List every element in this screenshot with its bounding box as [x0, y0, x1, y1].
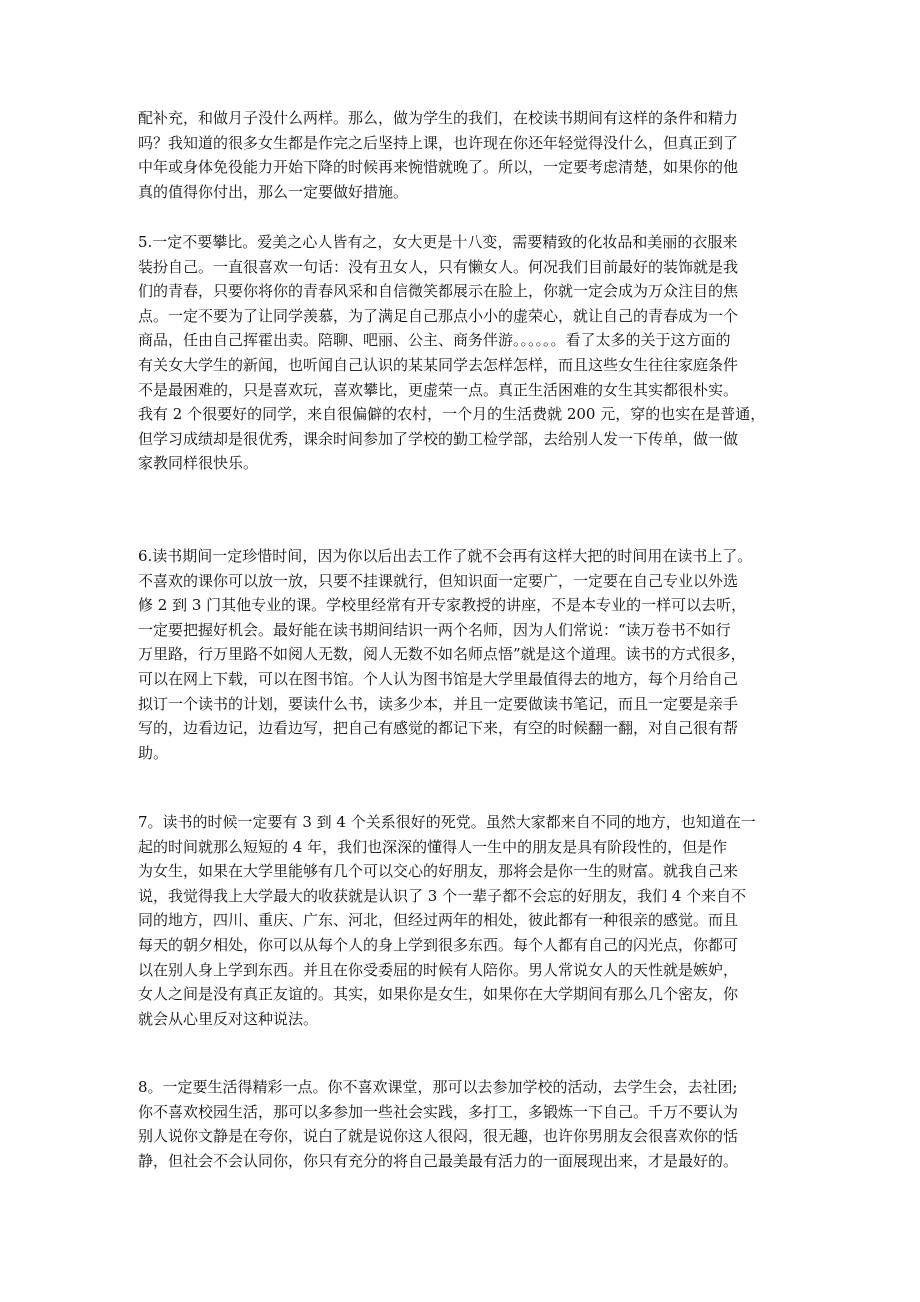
- text-line: 真的值得你付出，那么一定要做好措施。: [138, 182, 409, 201]
- text-line: 就会从心里反对这种说法。: [138, 1009, 319, 1028]
- text-line: 别人说你文静是在夸你，说白了就是说你这人很闷，很无趣，也许你男朋友会很喜欢你的恬: [138, 1127, 739, 1146]
- text-line: 万里路，行万里路不如阅人无数，阅人无数不如名师点悟”就是这个道理。读书的方式很多，: [138, 645, 746, 664]
- paragraph-item-7: [138, 810, 788, 1031]
- text-line: 我有 2 个很要好的同学，来自很偏僻的农村，一个月的生活费就 200 元，穿的也实在是普通，: [138, 405, 766, 424]
- text-line: 女人之间是没有真正友谊的。其实，如果你是女生，如果你在大学期间有那么几个密友，你: [138, 985, 739, 1004]
- text-line: 写的，边看边记，边看边写，把自己有感觉的都记下来，有空的时候翻一翻，对自己很有帮: [138, 719, 739, 738]
- text-line: 商品，任由自己挥霍出卖。陪聊、吧丽、公主、商务伴游。。。。。。看了太多的关于这方面的: [138, 331, 731, 350]
- text-line: 中年或身体免役能力开始下降的时候再来惋惜就晚了。所以，一定要考虑清楚，如果你的他: [138, 158, 739, 177]
- text-line: 吗？我知道的很多女生都是作完之后坚持上课，也许现在你还年轻觉得没什么，但真正到了: [138, 133, 739, 152]
- text-line: 8。一定要生活得精彩一点。你不喜欢课堂，那可以去参加学校的活动，去学生会，去社团;: [138, 1078, 738, 1096]
- text-line: 有关女大学生的新闻，也听闻自己认识的某某同学去怎样怎样，而且这些女生往往家庭条件: [138, 355, 739, 374]
- text-line: 7。读书的时候一定要有 3 到 4 个关系很好的死党。虽然大家都来自不同的地方，也知道在一: [138, 813, 756, 831]
- text-line: 为女生，如果在大学里能够有几个可以交心的好朋友，那将会是你一生的财富。就我自己来: [138, 862, 739, 881]
- paragraph-intro: [138, 106, 788, 204]
- text-line: 一定要把握好机会。最好能在读书期间结识一两个名师，因为人们常说：“读万卷书不如行: [138, 620, 731, 639]
- text-line: 每天的朝夕相处，你可以从每个人的身上学到很多东西。每个人都有自己的闪光点，你都可: [138, 935, 739, 954]
- paragraph-item-8: [138, 1075, 788, 1173]
- paragraph-item-5: [138, 230, 788, 476]
- text-line: 配补充，和做月子没什么两样。那么，做为学生的我们，在校读书期间有这样的条件和精力: [138, 109, 739, 127]
- text-line: 静，但社会不会认同你，你只有充分的将自己最美最有活力的一面展现出来，才是最好的。: [138, 1151, 739, 1170]
- text-line: 修 2 到 3 门其他专业的课。学校里经常有开专家教授的讲座，不是本专业的一样可以去听，: [138, 596, 747, 615]
- text-line: 助。: [138, 743, 169, 762]
- text-line: 同的地方，四川、重庆、广东、河北，但经过两年的相处，彼此都有一种很亲的感觉。而且: [138, 911, 739, 930]
- text-line: 家教同样很快乐。: [138, 454, 259, 473]
- text-line: 不喜欢的课你可以放一放，只要不挂课就行，但知识面一定要广，一定要在自己专业以外选: [138, 571, 739, 590]
- text-line: 你不喜欢校园生活，那可以多参加一些社会实践，多打工，多锻炼一下自己。千万不要认为: [138, 1102, 739, 1121]
- text-line: 们的青春，只要你将你的青春风采和自信微笑都展示在脸上，你就一定会成为万众注目的焦: [138, 282, 739, 301]
- paragraph-item-6: [138, 544, 788, 765]
- text-line: 起的时间就那么短短的 4 年，我们也深深的懂得人一生中的朋友是具有阶段性的，但是作: [138, 837, 728, 856]
- text-line: 以在别人身上学到东西。并且在你受委屈的时候有人陪你。男人常说女人的天性就是嫉妒，: [138, 960, 739, 979]
- text-line: 5.一定不要攀比。爱美之心人皆有之，女大更是十八变，需要精致的化妆品和美丽的衣服来: [138, 233, 738, 251]
- text-line: 但学习成绩却是很优秀，课余时间参加了学校的勤工检学部，去给别人发一下传单，做一做: [138, 429, 739, 448]
- text-line: 不是最困难的，只是喜欢玩，喜欢攀比，更虚荣一点。真正生活困难的女生其实都很朴实。: [138, 380, 739, 399]
- text-line: 点。一定不要为了让同学羡慕，为了满足自己那点小小的虚荣心，就让自己的青春成为一个: [138, 306, 739, 325]
- text-line: 说，我觉得我上大学最大的收获就是认识了 3 个一辈子都不会忘的好朋友，我们 4 个来自不: [138, 886, 747, 905]
- text-line: 拟订一个读书的计划，要读什么书，读多少本，并且一定要做读书笔记，而且一定要是亲手: [138, 694, 739, 713]
- text-line: 可以在网上下载，可以在图书馆。个人认为图书馆是大学里最值得去的地方，每个月给自己: [138, 669, 739, 688]
- text-line: 6.读书期间一定珍惜时间，因为你以后出去工作了就不会再有这样大把的时间用在读书上了。: [138, 547, 753, 565]
- text-line: 装扮自己。一直很喜欢一句话：没有丑女人，只有懒女人。何况我们目前最好的装饰就是我: [138, 257, 739, 276]
